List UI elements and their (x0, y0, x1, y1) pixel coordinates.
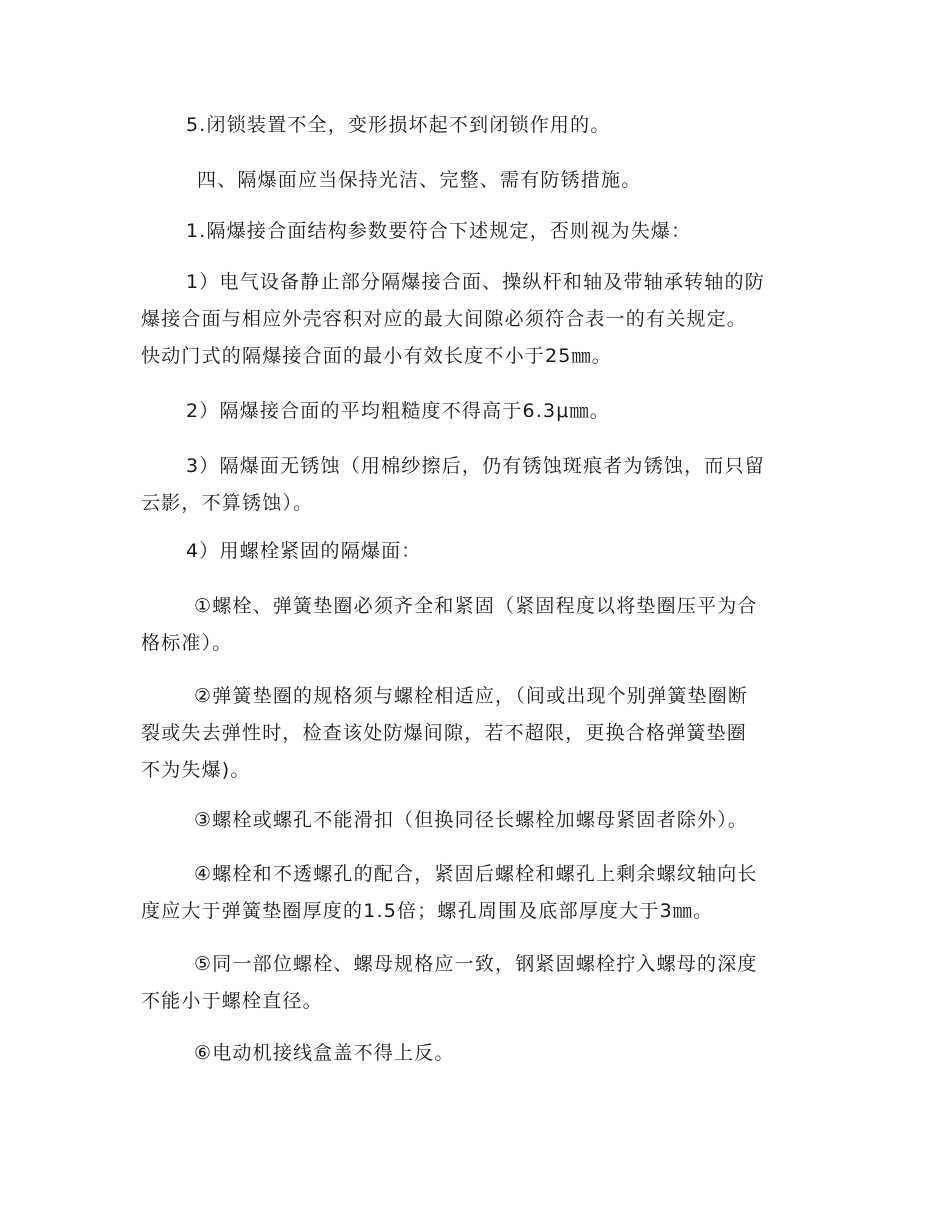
paragraph-2-roughness (186, 393, 856, 430)
text-line: 3）隔爆面无锈蚀（用棉纱擦后，仍有锈蚀斑痕者为锈蚀，而只留 (186, 455, 765, 477)
text-line: 不为失爆)。 (141, 759, 251, 781)
paragraph-1-max-gap (141, 264, 811, 375)
text-line: ①螺栓、弹簧垫圈必须齐全和紧固（紧固程度以将垫圈压平为合 (194, 595, 758, 617)
text-line: 1.隔爆接合面结构参数要符合下述规定，否则视为失爆： (186, 220, 692, 242)
text-line: 云影，不算锈蚀）。 (141, 492, 314, 514)
section-heading-4 (197, 162, 867, 199)
text-line: 快动门式的隔爆接合面的最小有效长度不小于25㎜。 (141, 345, 612, 367)
item-2-washer-spec (141, 678, 811, 789)
paragraph-3-no-rust (141, 448, 811, 522)
paragraph-5-lock-device (186, 107, 856, 144)
text-line: ⑥电动机接线盒盖不得上反。 (194, 1042, 455, 1064)
text-line: 不能小于螺栓直径。 (141, 990, 323, 1012)
text-line: 爆接合面与相应外壳容积对应的最大间隙必须符合表一的有关规定。 (141, 308, 748, 330)
text-line: 格标准）。 (141, 632, 233, 654)
item-6-junction-box-cover (194, 1035, 864, 1072)
paragraph-1-joint-parameters (186, 213, 856, 250)
item-5-same-spec (141, 946, 811, 1020)
text-line: ④螺栓和不透螺孔的配合，紧固后螺栓和螺孔上剩余螺纹轴向长 (194, 863, 758, 885)
item-1-bolts-washers (141, 588, 811, 662)
text-line: 度应大于弹簧垫圈厚度的1.5倍；螺孔周围及底部厚度大于3㎜。 (141, 900, 714, 922)
paragraph-4-bolted-surfaces (186, 533, 856, 570)
text-line: 裂或失去弹性时，检查该处防爆间隙，若不超限，更换合格弹簧垫圈 (141, 722, 748, 744)
item-3-no-stripped-thread (194, 802, 864, 839)
text-line: ②弹簧垫圈的规格须与螺栓相适应，（间或出现个别弹簧垫圈断 (194, 685, 749, 707)
text-line: 2）隔爆接合面的平均粗糙度不得高于6.3μ㎜。 (186, 400, 610, 422)
text-line: ③螺栓或螺孔不能滑扣（但换同径长螺栓加螺母紧固者除外）。 (194, 809, 749, 831)
text-line: 1）电气设备静止部分隔爆接合面、操纵杆和轴及带轴承转轴的防 (186, 271, 765, 293)
text-line: ⑤同一部位螺栓、螺母规格应一致，钢紧固螺栓拧入螺母的深度 (194, 953, 758, 975)
text-line: 四、隔爆面应当保持光洁、完整、需有防锈措施。 (197, 169, 642, 191)
text-line: 5.闭锁装置不全，变形损坏起不到闭锁作用的。 (186, 114, 611, 136)
item-4-blind-hole-fit (141, 856, 811, 930)
text-line: 4）用螺栓紧固的隔爆面： (186, 540, 422, 562)
